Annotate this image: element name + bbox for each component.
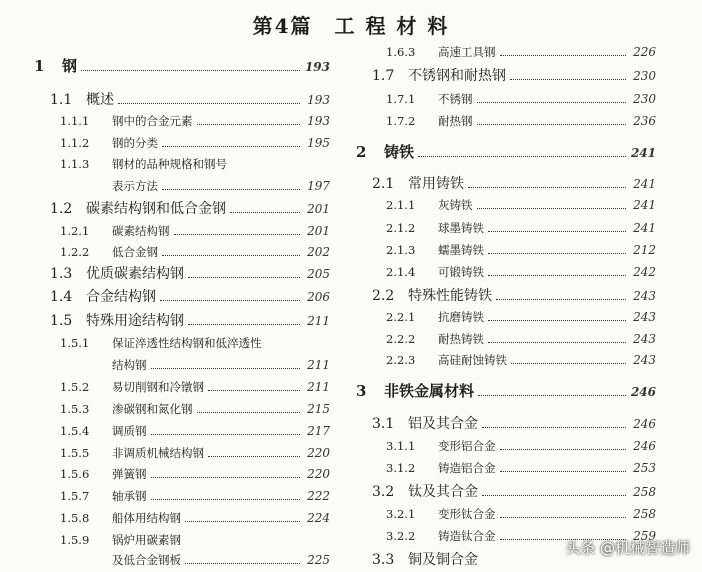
- dot-leader: [81, 70, 300, 71]
- toc-entry-number: 2.2.1: [386, 310, 416, 324]
- toc-entry[interactable]: [60, 156, 330, 172]
- toc-entry[interactable]: [60, 244, 330, 260]
- toc-entry-number: 1.1.1: [60, 114, 90, 128]
- toc-entry[interactable]: [386, 113, 656, 129]
- toc-entry-page-number: 236: [633, 114, 656, 128]
- toc-entry-number: 1.4: [50, 289, 73, 305]
- toc-entry-title: 铸造铝合金: [438, 461, 496, 475]
- toc-entry-page-number: 206: [307, 290, 330, 304]
- toc-entry-title: 低合金钢: [112, 245, 158, 259]
- toc-entry-title: 不锈钢: [438, 92, 473, 106]
- dot-leader: [488, 231, 626, 232]
- toc-entry-number: 1.3: [50, 266, 73, 282]
- toc-entry[interactable]: [386, 91, 656, 107]
- dot-leader: [500, 517, 627, 518]
- toc-entry-number: 1.2.1: [60, 224, 90, 238]
- toc-entry-page-number: 193: [304, 60, 330, 74]
- dot-leader: [488, 275, 626, 276]
- toc-entry-number: 3.1.2: [386, 461, 416, 475]
- dot-leader: [488, 320, 626, 321]
- toc-entry-number: 2.2.2: [386, 332, 416, 346]
- toc-entry-title: 碳素结构钢和低合金钢: [86, 201, 226, 217]
- toc-entry[interactable]: [60, 379, 330, 395]
- dot-leader: [197, 124, 301, 125]
- toc-entry-title: 非铁金属材料: [384, 382, 475, 400]
- toc-entry[interactable]: [386, 264, 656, 280]
- toc-entry[interactable]: [60, 135, 330, 151]
- toc-entry[interactable]: [386, 460, 656, 476]
- toc-entry-page-number: 202: [307, 245, 330, 259]
- toc-entry-page-number: 212: [633, 243, 656, 257]
- dot-leader: [482, 495, 626, 496]
- dot-leader: [151, 477, 301, 478]
- toc-entry-number: 2.2.3: [386, 353, 416, 367]
- dot-leader: [174, 234, 301, 235]
- toc-entry-page-number: 241: [630, 146, 656, 160]
- toc-entry-page-number: 258: [633, 485, 656, 499]
- dot-leader: [185, 521, 300, 522]
- toc-entry-number: 3.2: [372, 484, 395, 500]
- toc-entry-number: 1.7.1: [386, 92, 416, 106]
- dot-leader: [208, 456, 300, 457]
- dot-leader: [477, 208, 627, 209]
- toc-entry[interactable]: [372, 288, 656, 304]
- toc-entry[interactable]: [60, 488, 330, 504]
- toc-entry[interactable]: [372, 484, 656, 500]
- dot-leader: [162, 189, 300, 190]
- toc-entry-page-number: 205: [307, 267, 330, 281]
- toc-entry[interactable]: [112, 178, 330, 194]
- toc-entry[interactable]: [50, 289, 330, 305]
- toc-entry-title: 结构钢: [112, 358, 147, 372]
- toc-entry-page-number: 193: [307, 93, 330, 107]
- toc-entry-title: 钛及其合金: [408, 484, 478, 500]
- dot-leader: [188, 324, 300, 325]
- toc-entry-page-number: 241: [633, 177, 656, 191]
- dot-leader: [482, 427, 626, 428]
- toc-entry-number: 2.1: [372, 176, 395, 192]
- dot-leader: [511, 363, 626, 364]
- toc-entry[interactable]: [60, 113, 330, 129]
- toc-entry-title: 锅炉用碳素钢: [112, 533, 181, 547]
- dot-leader: [488, 253, 626, 254]
- dot-leader: [185, 563, 300, 564]
- toc-entry-number: 1.5: [50, 313, 73, 329]
- toc-entry[interactable]: [50, 313, 330, 329]
- toc-entry-title: 铸造钛合金: [438, 529, 496, 543]
- toc-entry-title: 变形钛合金: [438, 507, 496, 521]
- toc-entry-number: 1.1: [50, 92, 73, 108]
- toc-entry-number: 1.7.2: [386, 114, 416, 128]
- toc-entry[interactable]: [386, 197, 656, 213]
- dot-leader: [230, 212, 300, 213]
- toc-entry[interactable]: [60, 423, 330, 439]
- toc-entry-title: 特殊性能铸铁: [408, 288, 492, 304]
- toc-entry-number: 1.1.2: [60, 136, 90, 150]
- toc-entry[interactable]: [50, 92, 330, 108]
- toc-entry-page-number: 246: [633, 439, 656, 453]
- toc-entry[interactable]: [356, 383, 656, 400]
- toc-entry-page-number: 211: [307, 380, 330, 394]
- toc-entry-title: 球墨铸铁: [438, 221, 484, 235]
- toc-entry[interactable]: [60, 510, 330, 526]
- toc-entry-title: 高硅耐蚀铸铁: [438, 353, 507, 367]
- toc-entry[interactable]: [34, 58, 330, 75]
- toc-entry-number: 2.1.2: [386, 221, 416, 235]
- toc-entry[interactable]: [386, 438, 656, 454]
- toc-entry[interactable]: [60, 532, 330, 548]
- toc-entry[interactable]: [386, 220, 656, 236]
- toc-entry-page-number: 225: [307, 553, 330, 567]
- toc-entry-title: 抗磨铸铁: [438, 310, 484, 324]
- toc-entry-title: 常用铸铁: [408, 176, 464, 192]
- toc-entry-page-number: 201: [307, 224, 330, 238]
- toc-entry-page-number: 215: [307, 402, 330, 416]
- dot-leader: [496, 299, 626, 300]
- toc-entry-title: 易切削钢和冷镦钢: [112, 380, 204, 394]
- toc-entry-number: 1.5.9: [60, 533, 90, 547]
- dot-leader: [162, 146, 300, 147]
- toc-entry-number: 1.2: [50, 201, 73, 217]
- toc-entry-page-number: 230: [633, 69, 656, 83]
- dot-leader: [488, 342, 626, 343]
- toc-entry-page-number: 224: [307, 511, 330, 525]
- toc-entry[interactable]: [386, 44, 656, 60]
- toc-entry-title: 合金结构钢: [86, 289, 156, 305]
- toc-entry-page-number: 226: [633, 45, 656, 59]
- toc-entry-number: 1.6.3: [386, 45, 416, 59]
- dot-leader: [151, 434, 301, 435]
- dot-leader: [151, 368, 301, 369]
- toc-entry-page-number: 217: [307, 424, 330, 438]
- toc-entry-number: 2.1.3: [386, 243, 416, 257]
- toc-entry[interactable]: [372, 68, 656, 84]
- toc-entry-number: 1.7: [372, 68, 395, 84]
- toc-entry-title: 钢中的合金元素: [112, 114, 193, 128]
- dot-leader: [477, 124, 627, 125]
- dot-leader: [477, 102, 627, 103]
- dot-leader: [500, 471, 627, 472]
- toc-entry-page-number: 195: [307, 136, 330, 150]
- toc-entry-title: 轴承钢: [112, 489, 147, 503]
- toc-entry-page-number: 197: [307, 179, 330, 193]
- toc-entry-title: 弹簧钢: [112, 467, 147, 481]
- toc-entry[interactable]: [50, 266, 330, 282]
- toc-entry-number: 3.2.1: [386, 507, 416, 521]
- toc-entry-page-number: 241: [633, 221, 656, 235]
- toc-entry[interactable]: [386, 242, 656, 258]
- page-title: 第4篇 工 程 材 料: [252, 14, 450, 38]
- toc-entry-number: 1.5.8: [60, 511, 90, 525]
- toc-entry-title: 高速工具钢: [438, 45, 496, 59]
- toc-entry-page-number: 243: [633, 310, 656, 324]
- toc-entry-page-number: 211: [307, 314, 330, 328]
- toc-entry-page-number: 220: [307, 446, 330, 460]
- toc-entry-title: 概述: [86, 92, 114, 108]
- toc-entry-number: 1.5.3: [60, 402, 90, 416]
- toc-entry-number: 3.2.2: [386, 529, 416, 543]
- toc-entry-number: 1.5.2: [60, 380, 90, 394]
- toc-entry-page-number: 241: [633, 198, 656, 212]
- toc-entry[interactable]: [60, 401, 330, 417]
- toc-entry-title: 优质碳素结构钢: [86, 266, 184, 282]
- toc-entry[interactable]: [60, 445, 330, 461]
- toc-entry-page-number: 222: [307, 489, 330, 503]
- toc-entry-page-number: 242: [633, 265, 656, 279]
- toc-entry-title: 调质钢: [112, 424, 147, 438]
- toc-entry-page-number: 243: [633, 289, 656, 303]
- toc-entry-title: 碳素结构钢: [112, 224, 170, 238]
- toc-entry-number: 1.5.1: [60, 336, 90, 350]
- toc-entry[interactable]: [356, 144, 656, 161]
- toc-entry-number: 2: [356, 143, 367, 161]
- toc-entry-title: 保证淬透性结构钢和低淬透性: [112, 336, 262, 350]
- dot-leader: [118, 103, 300, 104]
- toc-entry-title: 耐热钢: [438, 114, 473, 128]
- dot-leader: [468, 187, 626, 188]
- toc-entry-number: 1.5.4: [60, 424, 90, 438]
- toc-entry[interactable]: [112, 552, 330, 568]
- toc-entry-number: 2.1.1: [386, 198, 416, 212]
- toc-entry[interactable]: [60, 335, 330, 351]
- toc-entry-page-number: 259: [633, 529, 656, 543]
- toc-entry-title: 耐热铸铁: [438, 332, 484, 346]
- dot-leader: [188, 277, 300, 278]
- toc-entry-page-number: 220: [307, 467, 330, 481]
- dot-leader: [510, 79, 626, 80]
- toc-entry[interactable]: [112, 357, 330, 373]
- toc-entry-title: 蠕墨铸铁: [438, 243, 484, 257]
- toc-entry-title: 特殊用途结构钢: [86, 313, 184, 329]
- toc-entry-title: 及低合金钢板: [112, 553, 181, 567]
- toc-entry-page-number: 246: [633, 417, 656, 431]
- dot-leader: [418, 156, 626, 157]
- toc-entry[interactable]: [60, 466, 330, 482]
- toc-entry-title: 非调质机械结构钢: [112, 446, 204, 460]
- watermark: 头条 @机械智造师: [565, 539, 690, 557]
- toc-entry-page-number: 258: [633, 507, 656, 521]
- dot-leader: [162, 255, 300, 256]
- toc-entry-page-number: 193: [307, 114, 330, 128]
- toc-entry-number: 2.2: [372, 288, 395, 304]
- toc-entry-title: 铸铁: [384, 143, 415, 161]
- toc-entry-title: 可锻铸铁: [438, 265, 484, 279]
- toc-entry-number: 3.3: [372, 552, 395, 568]
- toc-entry[interactable]: [386, 352, 656, 368]
- toc-entry-page-number: 243: [633, 353, 656, 367]
- toc-entry-number: 1.1.3: [60, 157, 90, 171]
- toc-entry[interactable]: [50, 201, 330, 217]
- toc-entry[interactable]: [386, 331, 656, 347]
- toc-entry-title: 灰铸铁: [438, 198, 473, 212]
- toc-entry-number: 1.2.2: [60, 245, 90, 259]
- toc-entry-title: 铜及铜合金: [408, 552, 478, 568]
- toc-entry-number: 1.5.7: [60, 489, 90, 503]
- toc-entry-title: 变形铝合金: [438, 439, 496, 453]
- toc-entry-title: 表示方法: [112, 179, 158, 193]
- toc-entry-number: 3: [356, 382, 367, 400]
- toc-entry-number: 1.5.5: [60, 446, 90, 460]
- toc-entry-page-number: 243: [633, 332, 656, 346]
- toc-entry-title: 船体用结构钢: [112, 511, 181, 525]
- toc-entry-title: 钢材的品种规格和钢号: [112, 157, 227, 171]
- toc-entry[interactable]: [386, 506, 656, 522]
- toc-entry-title: 不锈钢和耐热钢: [408, 68, 506, 84]
- dot-leader: [151, 499, 301, 500]
- toc-entry-number: 1.5.6: [60, 467, 90, 481]
- dot-leader: [208, 390, 300, 391]
- dot-leader: [500, 55, 627, 56]
- toc-entry-page-number: 253: [633, 461, 656, 475]
- dot-leader: [160, 300, 300, 301]
- toc-entry[interactable]: [372, 416, 656, 432]
- toc-entry[interactable]: [386, 309, 656, 325]
- dot-leader: [478, 395, 626, 396]
- toc-entry-title: 渗碳钢和氮化钢: [112, 402, 193, 416]
- toc-entry-page-number: 246: [630, 385, 656, 399]
- toc-entry-page-number: 211: [307, 358, 330, 372]
- toc-entry[interactable]: [372, 176, 656, 192]
- toc-entry-title: 钢的分类: [112, 136, 158, 150]
- toc-entry-page-number: 230: [633, 92, 656, 106]
- toc-entry-number: 1: [34, 57, 45, 75]
- toc-entry-number: 3.1.1: [386, 439, 416, 453]
- dot-leader: [197, 412, 301, 413]
- toc-entry-page-number: 201: [307, 202, 330, 216]
- dot-leader: [500, 449, 627, 450]
- toc-entry-title: 钢: [62, 57, 78, 75]
- toc-entry-title: 铝及其合金: [408, 416, 478, 432]
- toc-entry[interactable]: [60, 223, 330, 239]
- toc-entry-number: 3.1: [372, 416, 395, 432]
- toc-entry-number: 2.1.4: [386, 265, 416, 279]
